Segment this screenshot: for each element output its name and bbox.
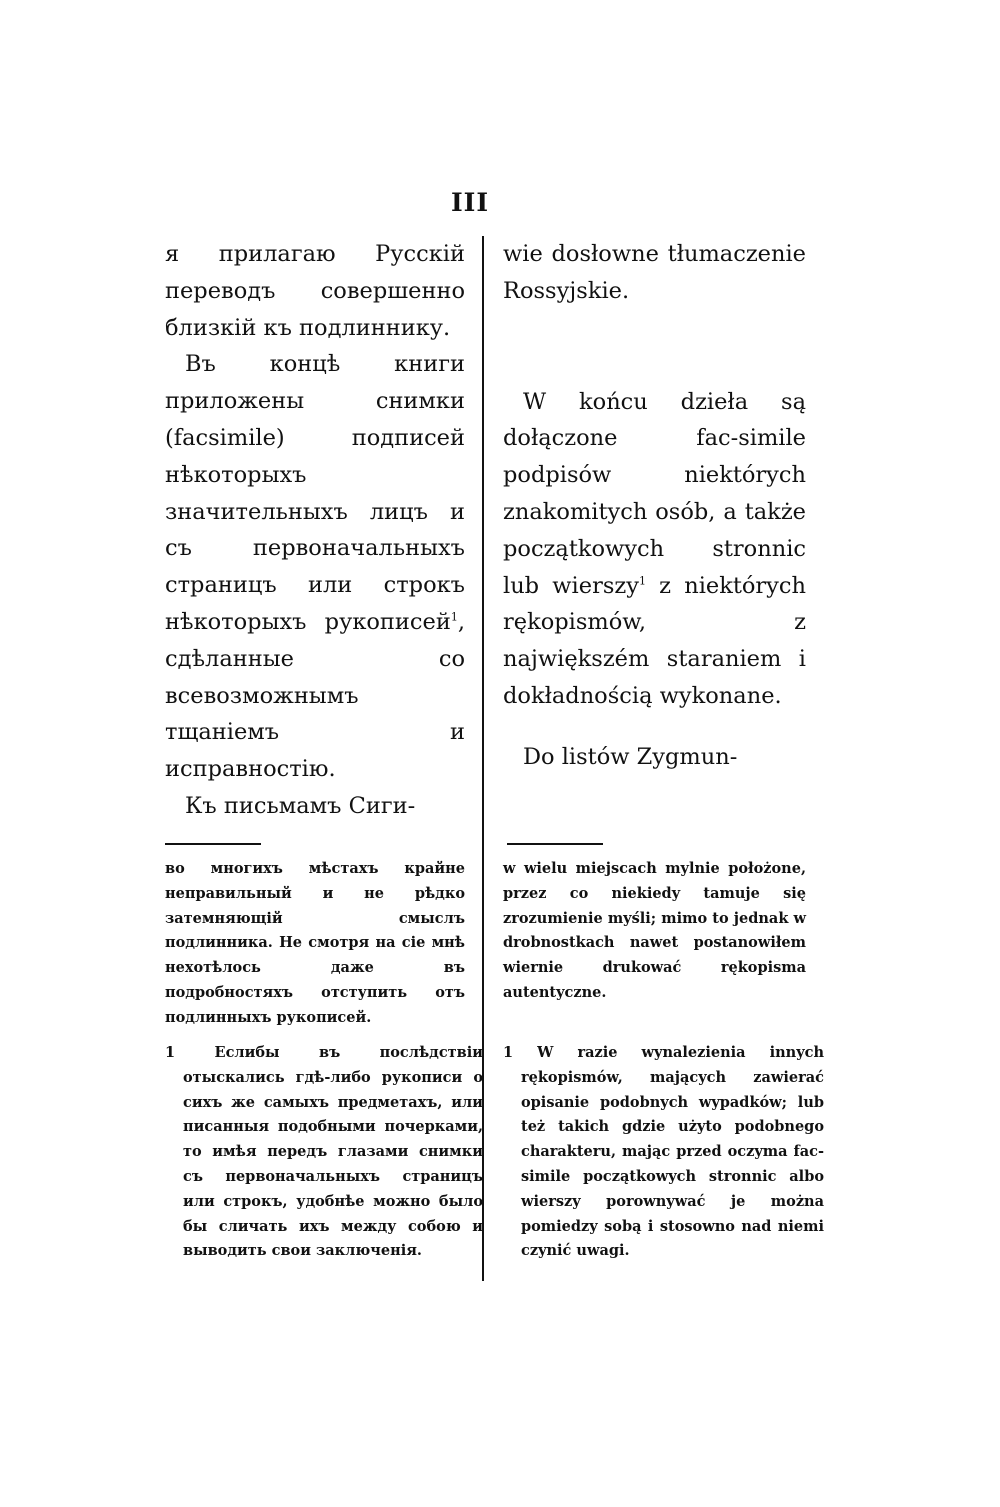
polish-paragraph-2-text: W końcu dzieła są dołączone fac-simile podpisów niektórych znakomitych osób, a także początkowych stronnic lub wierszy xyxy=(503,388,806,599)
russian-paragraph-2-text: Въ концѣ книги приложены снимки (facsimile) подписей нѣкоторыхъ значительныхъ лицъ и съ первоначальныхъ страницъ или строкъ нѣкоторыхъ рукописей xyxy=(165,351,465,635)
polish-paragraph-2 xyxy=(503,384,806,715)
footnote-marker: 1 xyxy=(450,610,458,624)
russian-paragraph-1: я прилагаю Русскій переводъ совершенно близкій къ подлиннику. xyxy=(165,241,465,341)
polish-footnote-rule xyxy=(507,843,603,845)
russian-paragraph-2-tail: , сдѣланные со всевозможнымъ тщаніемъ и исправностію. xyxy=(165,608,465,783)
russian-paragraph-3: Къ письмамъ Сиги- xyxy=(185,792,416,819)
polish-footnote-1 xyxy=(503,1041,824,1264)
footnote-number: 1 xyxy=(165,1044,176,1061)
polish-column-body xyxy=(503,236,806,776)
polish-footnote-1-text: W razie wynalezienia innych rękopismów, mających zawierać opisanie podobnych wypadków; lub też takich gdzie użyto podobnego charakteru, mając przed oczyma fac-simile początkowych stronnic albo wierszy porownywać je można pomiedzy sobą i stosowno nad niemi czynić uwagi. xyxy=(521,1044,824,1260)
russian-paragraph-2 xyxy=(165,346,465,788)
page-number: III xyxy=(450,188,490,217)
footnote-number: 1 xyxy=(503,1044,514,1061)
russian-footnote-continued: во многихъ мѣстахъ крайне неправильный и не рѣдко затемняющій смыслъ подлинника. Не смотря на сіе мнѣ нехотѣлось даже въ подробностяхъ отступить отъ подлинныхъ рукописей. xyxy=(165,860,465,1026)
russian-column-body xyxy=(165,236,465,825)
polish-paragraph-3: Do listów Zygmun- xyxy=(523,743,738,770)
russian-footnote-rule xyxy=(165,843,261,845)
russian-footnote-1-text: Еслибы въ послѣдствіи отыскались гдѣ-либо рукописи о сихъ же самыхъ предметахъ, или писанныя подобными почерками, то имѣя передъ глазами снимки съ первоначальныхъ страницъ или строкъ, удобнѣе можно было бы сличать ихъ между собою и выводить свои заключенія. xyxy=(183,1044,483,1260)
polish-paragraph-2-tail: z niektórych rękopismów, z największém staraniem i dokładnością wykonane. xyxy=(503,572,806,709)
polish-paragraph-1: wie dosłowne tłumaczenie Rossyjskie. xyxy=(503,241,806,304)
footnote-marker: 1 xyxy=(638,574,646,588)
russian-footnote-1 xyxy=(165,1041,483,1264)
polish-footnote-continued: w wielu miejscach mylnie położone, przez co niekiedy tamuje się zrozumienie myśli; mimo to jednak w drobnostkach nawet postanowiłem wiernie drukować rękopisma autentyczne. xyxy=(503,860,806,1001)
